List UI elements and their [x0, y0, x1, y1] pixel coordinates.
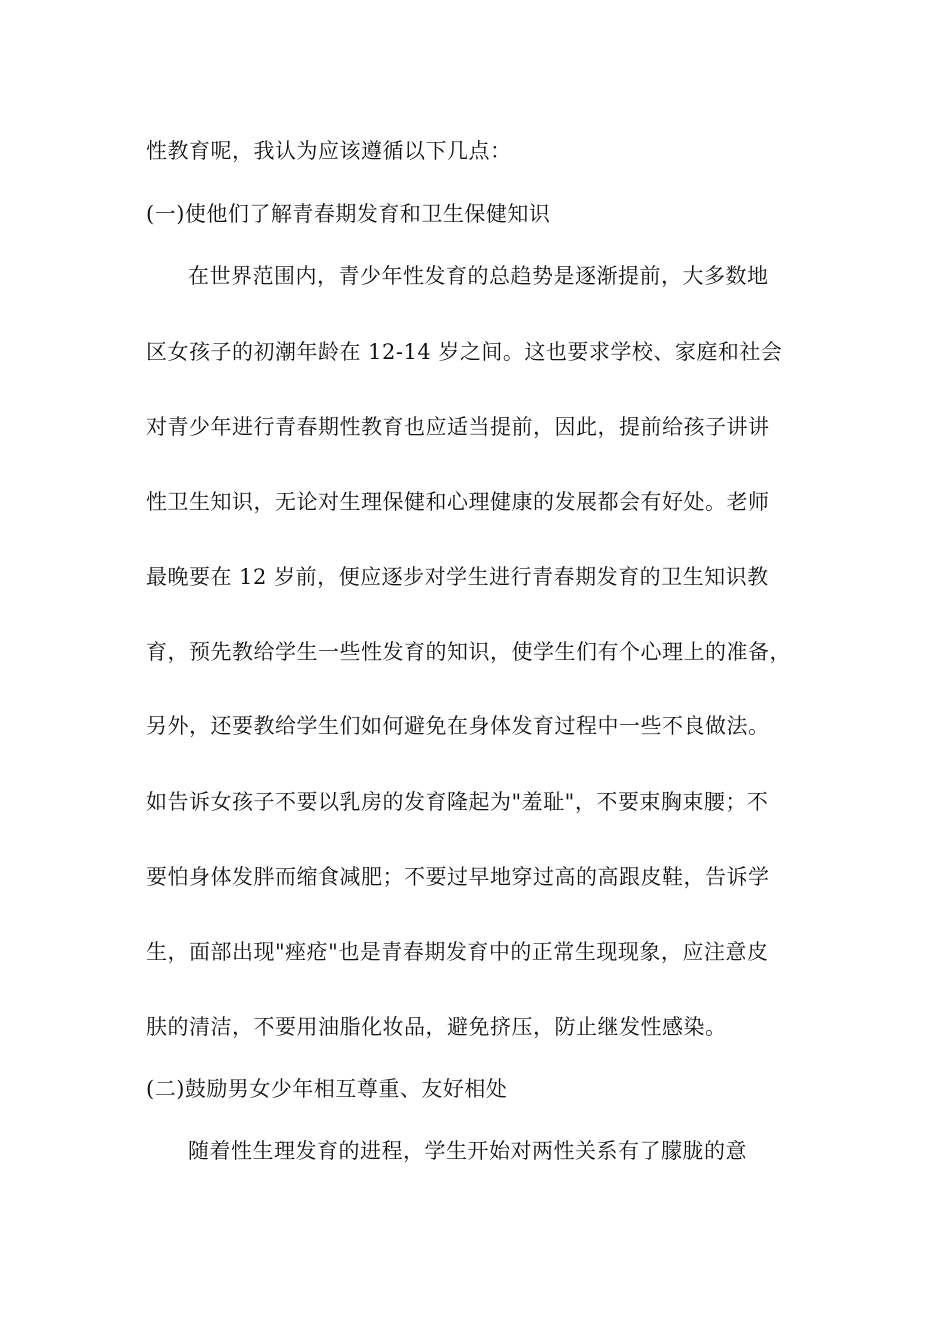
paragraph-line: 育，预先教给学生一些性发育的知识，使学生们有个心理上的准备，	[146, 640, 791, 664]
paragraph-line: 要怕身体发胖而缩食减肥；不要过早地穿过高的高跟皮鞋，告诉学	[146, 865, 770, 889]
section-heading: (一)使他们了解青春期发育和卫生保健知识	[146, 202, 551, 226]
paragraph-line: 性卫生知识，无论对生理保健和心理健康的发展都会有好处。老师	[146, 490, 770, 514]
paragraph-line: 另外，还要教给学生们如何避免在身体发育过程中一些不良做法。	[146, 714, 770, 738]
paragraph-line: 在世界范围内，青少年性发育的总趋势是逐渐提前，大多数地	[188, 264, 769, 288]
section-heading: (二)鼓励男女少年相互尊重、友好相处	[146, 1077, 508, 1101]
paragraph-line: 肤的清洁，不要用油脂化妆品，避免挤压，防止继发性感染。	[146, 1015, 727, 1039]
paragraph-line: 区女孩子的初潮年龄在 12-14 岁之间。这也要求学校、家庭和社会	[146, 340, 783, 364]
paragraph-line: 如告诉女孩子不要以乳房的发育隆起为"羞耻"，不要束胸束腰；不	[146, 790, 769, 814]
paragraph-line: 对青少年进行青春期性教育也应适当提前，因此，提前给孩子讲讲	[146, 415, 770, 439]
paragraph-line: 随着性生理发育的进程，学生开始对两性关系有了朦胧的意	[188, 1139, 747, 1163]
paragraph-line: 最晚要在 12 岁前，便应逐步对学生进行青春期发育的卫生知识教	[146, 565, 769, 589]
paragraph-line: 生，面部出现"痤疮"也是青春期发育中的正常生现现象，应注意皮	[146, 940, 769, 964]
text-line: 性教育呢，我认为应该遵循以下几点：	[146, 139, 512, 163]
